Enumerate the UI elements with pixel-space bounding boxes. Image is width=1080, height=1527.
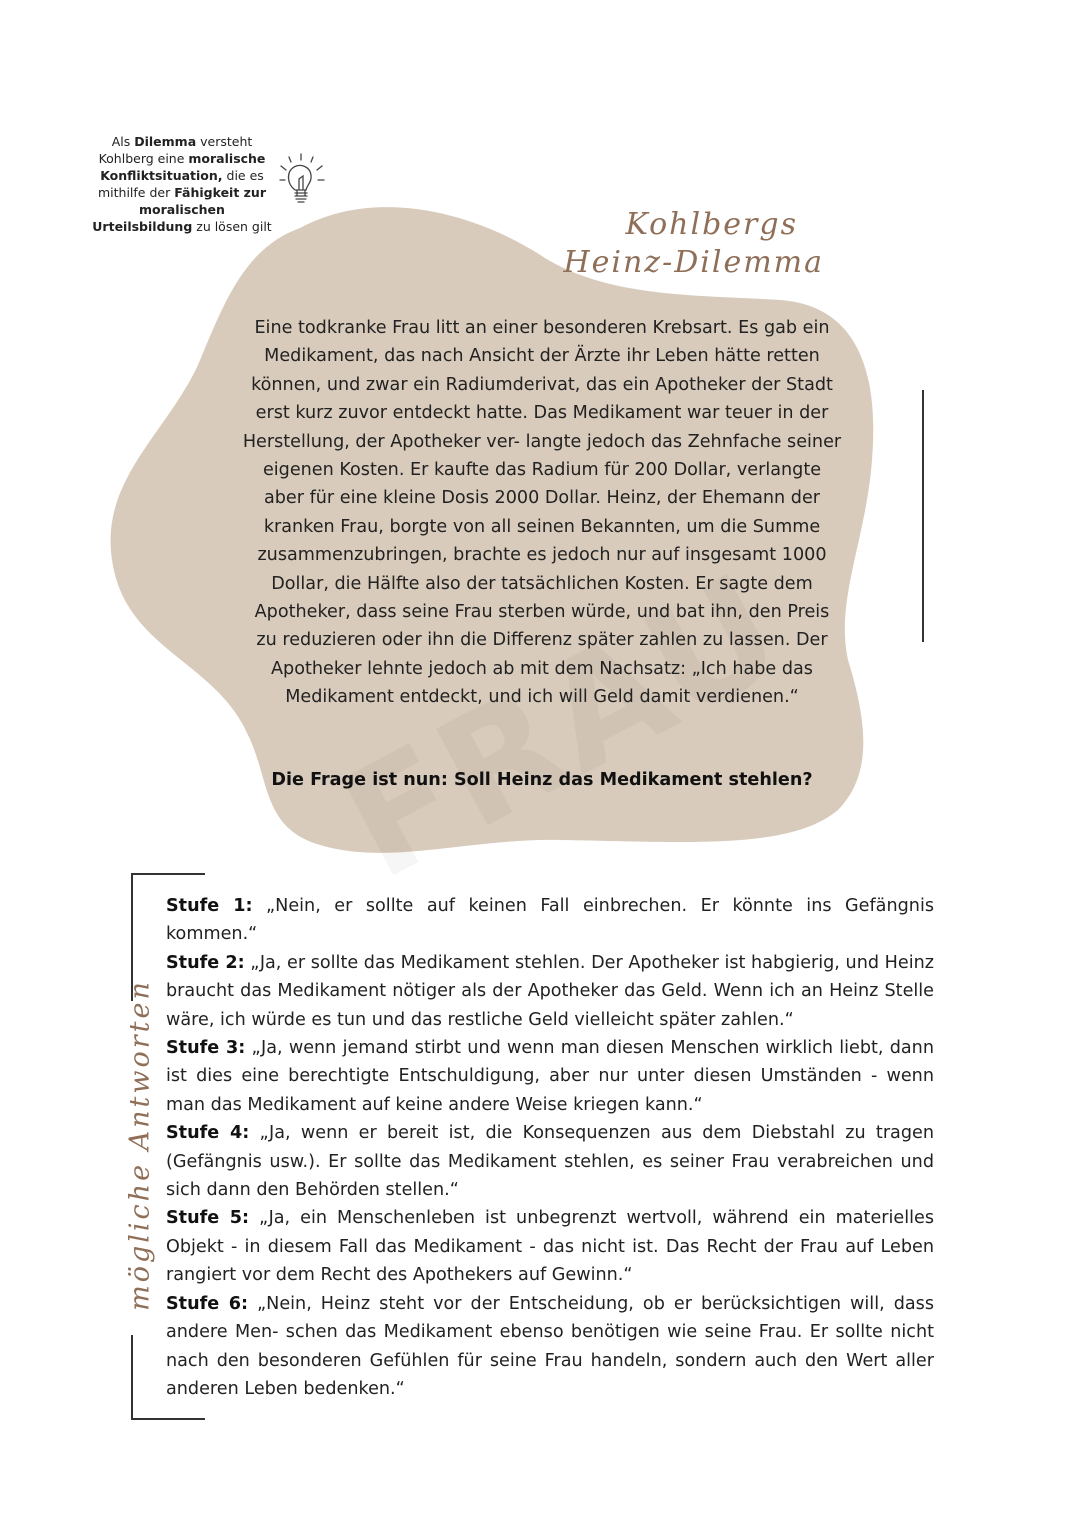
bracket-top-line <box>131 873 205 875</box>
page-title-line-1: Kohlbergs <box>625 207 798 242</box>
possible-answers-label: mögliche Antworten <box>124 979 156 1311</box>
answer-stage-5: Stufe 5: „Ja, ein Menschenleben ist unbegrenzt wertvoll, während ein materielles Objekt - in diesem Fall das Medikament - das nicht ist. Das Recht der Frau auf Leben rangiert vor dem Recht des Apothekers auf Gewinn.“ <box>166 1208 934 1286</box>
answer-stage-6: Stufe 6: „Nein, Heinz steht vor der Entscheidung, ob er berücksichtigen will, dass andere Men- schen das Medikament ebenso benötigen wie seine Frau. Er sollte nicht nach den besonderen Gefühlen für seine Frau handeln, sondern auch den Wert aller anderen Leben bedenken.“ <box>166 1293 934 1399</box>
bracket-vertical-lower <box>131 1335 133 1420</box>
lightbulb-icon <box>277 152 327 208</box>
page-title <box>560 206 840 282</box>
answer-stage-2: Stufe 2: „Ja, er sollte das Medikament stehlen. Der Apotheker ist habgierig, und Heinz braucht das Medikament nötiger als der Apotheker das Geld. Wenn ich an Heinz Stelle wäre, ich würde es tun und das restliche Geld vielleicht später zahlen.“ <box>166 952 934 1030</box>
decorative-vertical-line <box>922 390 924 642</box>
dilemma-story-text: Eine todkranke Frau litt an einer besonderen Krebsart. Es gab ein Medikament, das nach Ansicht der Ärzte ihr Leben hätte retten können, und zwar ein Radiumderivat, das ein Apotheker der Stadt erst kurz zuvor entdeckt hatte. Das Medikament war teuer in der Herstellung, der Apotheker ver- langte jedoch das Zehnfache seiner eigenen Kosten. Er kaufte das Radium für 200 Dollar, verlangte aber für eine kleine Dosis 2000 Dollar. Heinz, der Ehemann der kranken Frau, borgte von all seinen Bekannten, um die Summe zusammenzubringen, brachte es jedoch nur auf insgesamt 1000 Dollar, die Hälfte also der tatsächlichen Kosten. Er sagte dem Apotheker, dass seine Frau sterben würde, und bat ihn, den Preis zu reduzieren oder ihn die Differenz später zahlen zu lassen. Der Apotheker lehnte jedoch ab mit dem Nachsatz: „Ich habe das Medikament entdeckt, und ich will Geld damit verdienen.“ <box>242 318 842 708</box>
page-title-line-2: Heinz-Dilemma <box>563 245 824 280</box>
answer-stage-4: Stufe 4: „Ja, wenn er bereit ist, die Konsequenzen aus dem Diebstahl zu tragen (Gefängnis usw.). Er sollte das Medikament stehlen, es seiner Frau verabreichen und sich dann den Behörden stellen.“ <box>166 1123 934 1201</box>
dilemma-question: Die Frage ist nun: Soll Heinz das Medikament stehlen? <box>271 770 813 790</box>
answer-stage-3: Stufe 3: „Ja, wenn jemand stirbt und wenn man diesen Menschen wirklich liebt, dann ist dies eine berechtigte Entschuldigung, aber nur unter diesen Umständen - wenn man das Medikament auf keine andere Weise kriegen kann.“ <box>166 1038 934 1115</box>
answer-stage-1: Stufe 1: „Nein, er sollte auf keinen Fall einbrechen. Er könnte ins Gefängnis kommen.“ <box>166 896 934 945</box>
answers-list <box>166 892 934 1403</box>
bracket-bottom-line <box>131 1418 205 1420</box>
dilemma-definition-note: Als Dilemma versteht Kohlberg eine moralische Konfliktsituation, die es mithilfe der Fähigkeit zur moralischen Urteilsbildung zu lösen gilt <box>92 134 272 234</box>
